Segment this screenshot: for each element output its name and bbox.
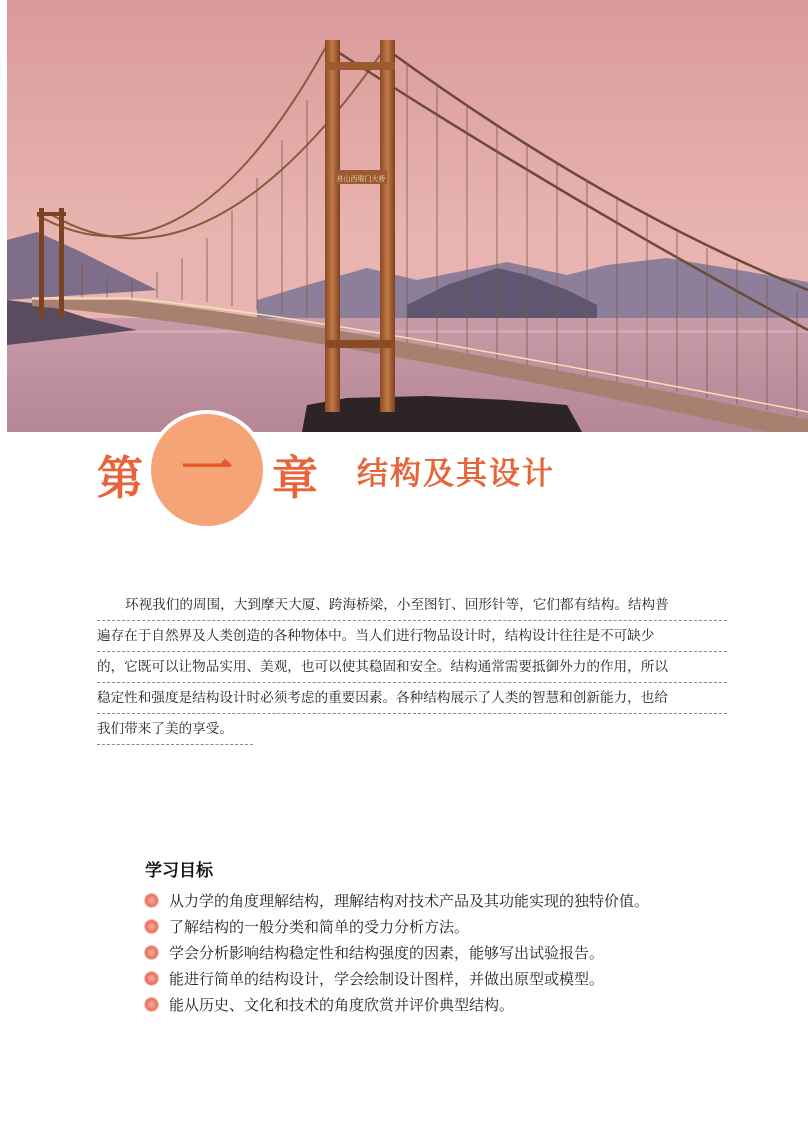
bullet-icon — [145, 998, 158, 1011]
chapter-heading — [0, 410, 808, 540]
far-tower-right-leg — [59, 208, 64, 318]
goal-text: 了解结构的一般分类和简单的受力分析方法。 — [169, 918, 470, 936]
bullet-icon — [145, 894, 158, 907]
far-tower-left-leg — [39, 208, 44, 318]
goal-item — [145, 940, 745, 966]
goal-item — [145, 914, 745, 940]
main-tower-lower-beam — [325, 340, 395, 348]
learning-goals — [145, 858, 745, 1018]
intro-line: 环视我们的周围，大到摩天大厦、跨海桥梁，小至图钉、回形针等，它们都有结构。结构普 — [97, 590, 727, 621]
hero-photo — [7, 0, 808, 432]
goal-item — [145, 966, 745, 992]
intro-paragraph — [97, 590, 727, 745]
goal-item — [145, 992, 745, 1018]
bullet-icon — [145, 920, 158, 933]
bridge-illustration — [7, 0, 808, 432]
goal-text: 学会分析影响结构稳定性和结构强度的因素，能够写出试验报告。 — [169, 944, 605, 962]
chapter-number: 一 — [180, 439, 233, 500]
main-tower-left-leg — [325, 40, 340, 412]
bullet-icon — [145, 972, 158, 985]
far-tower-beam — [37, 212, 66, 216]
intro-line: 的，它既可以让物品实用、美观，也可以使其稳固和安全。结构通常需要抵御外力的作用，所以 — [97, 652, 727, 683]
goals-title: 学习目标 — [145, 861, 213, 881]
goal-text: 从力学的角度理解结构，理解结构对技术产品及其功能实现的独特价值。 — [169, 892, 650, 910]
intro-line: 我们带来了美的享受。 — [97, 714, 253, 745]
intro-line: 遍存在于自然界及人类创造的各种物体中。当人们进行物品设计时，结构设计往往是不可缺少 — [97, 621, 727, 652]
chapter-prefix: 第 — [97, 451, 143, 505]
chapter-suffix: 章 — [272, 451, 318, 505]
goal-text: 能从历史、文化和技术的角度欣赏并评价典型结构。 — [169, 996, 515, 1014]
tower-sign: 舟山西堠门大桥 — [336, 175, 386, 183]
intro-line: 稳定性和强度是结构设计时必须考虑的重要因素。各种结构展示了人类的智慧和创新能力，也给 — [97, 683, 727, 714]
goal-text: 能进行简单的结构设计，学会绘制设计图样，并做出原型或模型。 — [169, 970, 605, 988]
chapter-title: 结构及其设计 — [357, 456, 555, 492]
chapter-number-circle — [147, 410, 267, 530]
goal-item — [145, 888, 745, 914]
main-tower-top-beam — [325, 62, 395, 70]
main-tower-right-leg — [380, 40, 395, 412]
bullet-icon — [145, 946, 158, 959]
